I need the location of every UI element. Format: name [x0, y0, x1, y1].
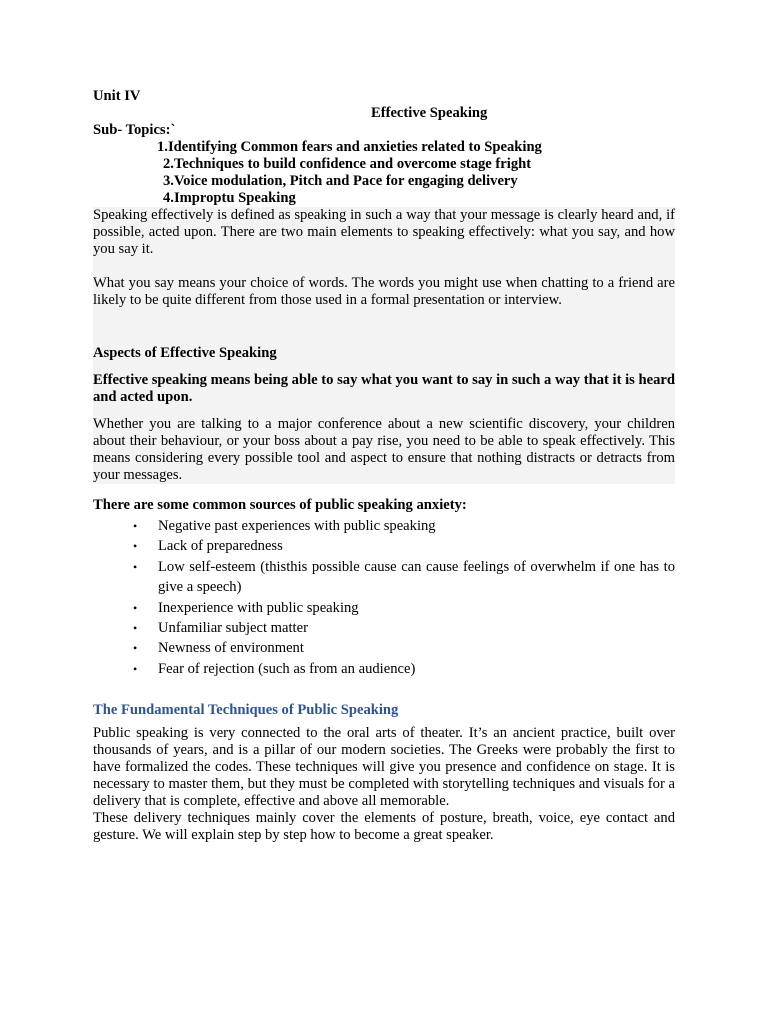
bullet-icon: •: [133, 519, 138, 533]
list-item: [93, 638, 675, 658]
anxiety-list: [93, 516, 675, 679]
aspects-heading: Aspects of Effective Speaking: [93, 345, 277, 361]
spacer: [93, 309, 675, 345]
document-page: [93, 88, 675, 844]
subtopics-label: Sub- Topics:`: [93, 122, 176, 138]
bullet-icon: •: [133, 600, 138, 615]
list-item: [93, 598, 675, 618]
list-item-text: Newness of environment: [158, 640, 304, 657]
shaded-section-intro: [93, 207, 675, 484]
list-item-text: Lack of preparedness: [158, 538, 283, 555]
bullet-icon: •: [133, 641, 138, 656]
aspects-body: Whether you are talking to a major conference about a new scientific discovery, your children about their behaviour, or your boss about a pay rise, you need to be able to speak effectively. This means considering every possible tool and aspect to ensure that nothing distracts or detracts from your messages.: [93, 416, 675, 483]
list-item-text: Negative past experiences with public speaking: [158, 518, 436, 534]
bullet-icon: •: [133, 661, 138, 676]
bullet-icon: •: [133, 539, 138, 554]
subtopic-2: 2.Techniques to build confidence and overcome stage fright: [163, 156, 532, 172]
list-item-text: Inexperience with public speaking: [158, 599, 359, 616]
list-item: [93, 516, 675, 536]
bullet-icon: •: [133, 559, 138, 574]
list-item: [93, 618, 675, 638]
list-item: [93, 557, 675, 598]
techniques-heading: The Fundamental Techniques of Public Speaking: [93, 702, 399, 719]
document-title: Effective Speaking: [371, 105, 488, 121]
subtopic-1: 1.Identifying Common fears and anxieties related to Speaking: [157, 139, 542, 155]
list-item: [93, 536, 675, 556]
unit-label: Unit IV: [93, 88, 141, 104]
list-item-text: Low self-esteem (thisthis possible cause can cause feelings of overwhelm if one has to give a speech): [158, 558, 675, 596]
aspects-definition: Effective speaking means being able to say what you want to say in such a way that it is heard and acted upon.: [93, 372, 675, 405]
intro-paragraph-1: Speaking effectively is defined as speaking in such a way that your message is clearly heard and, if possible, acted upon. There are two main elements to speaking effectively: what you say, and how you say it.: [93, 207, 675, 257]
anxiety-heading: There are some common sources of public speaking anxiety:: [93, 497, 467, 513]
intro-paragraph-2: What you say means your choice of words. The words you might use when chatting to a friend are likely to be quite different from those used in a formal presentation or interview.: [93, 275, 675, 308]
techniques-paragraph-1: Public speaking is very connected to the oral arts of theater. It’s an ancient practice, built over thousands of years, and is a pillar of our modern societies. The Greeks were probably the first to have formalized the codes. These techniques will give you presence and confidence on stage. It is necessary to master them, but they must be completed with storytelling techniques and visuals for a delivery that is complete, effective and above all memorable.: [93, 725, 675, 810]
list-item-text: Fear of rejection (such as from an audience): [158, 660, 416, 677]
list-item-text: Unfamiliar subject matter: [158, 620, 308, 637]
subtopic-4: 4.Improptu Speaking: [163, 190, 296, 206]
list-item: [93, 659, 675, 679]
techniques-paragraph-2: These delivery techniques mainly cover the elements of posture, breath, voice, eye contact and gesture. We will explain step by step how to become a great speaker.: [93, 810, 675, 844]
bullet-icon: •: [133, 621, 138, 636]
subtopic-3: 3.Voice modulation, Pitch and Pace for engaging delivery: [163, 173, 518, 189]
